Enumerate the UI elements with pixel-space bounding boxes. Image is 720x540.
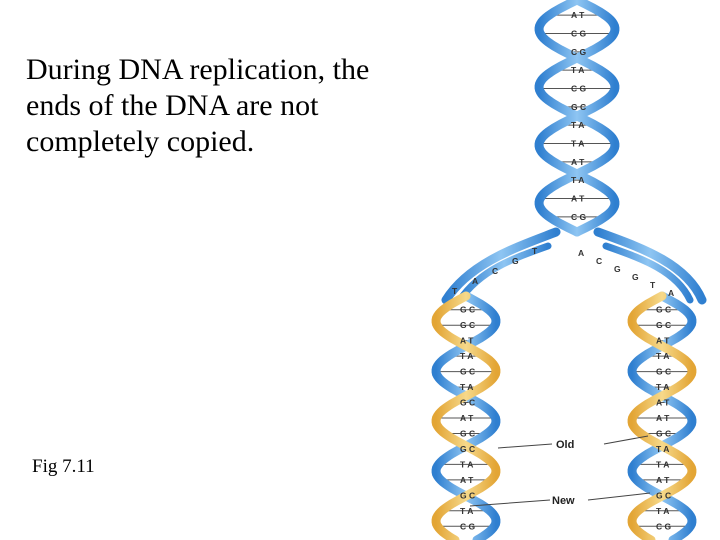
slide-text-line-1: During DNA replication, the [26, 53, 370, 86]
right-daughter-base-pair: T A [656, 382, 670, 393]
left-daughter-base-pair: T A [460, 351, 474, 362]
parent-base-pair: G C [571, 101, 587, 112]
left-daughter-base-pair: A T [460, 474, 474, 485]
fork-base-right: T [650, 280, 656, 290]
fork-base-right: G [614, 264, 621, 274]
left-daughter-base-pair: T A [460, 459, 474, 470]
parent-base-pair: T A [571, 120, 585, 131]
right-daughter-base-pair: A T [656, 335, 670, 346]
fork-base-left: G [512, 256, 519, 266]
left-daughter-base-pair: G C [460, 304, 476, 315]
parent-base-pair: A T [571, 193, 585, 204]
left-daughter-base-pair: G C [460, 428, 476, 439]
parent-base-pair: T A [571, 175, 585, 186]
right-daughter-base-pair: T A [656, 459, 670, 470]
slide-text-line-2: ends of the DNA are not [26, 89, 319, 122]
parent-base-pair: T A [571, 65, 585, 76]
right-daughter-base-pair: T A [656, 505, 670, 516]
label-old: Old [556, 439, 575, 451]
fork-base-left: T [532, 246, 538, 256]
parent-base-pair: C G [571, 46, 587, 57]
right-daughter-base-pair: T A [656, 443, 670, 454]
right-daughter-base-pair: A T [656, 413, 670, 423]
right-daughter-base-pair: T A [656, 351, 670, 362]
fork-base-right: C [596, 256, 603, 266]
right-daughter-base-pair: G C [656, 304, 672, 315]
left-daughter-base-pair: T A [460, 382, 474, 393]
parent-base-pair: A T [571, 10, 585, 21]
fork-base-left: A [472, 276, 479, 286]
left-daughter-base-pair: A T [460, 335, 474, 346]
slide-text-line-3: completely copied. [26, 125, 255, 158]
fork-base-left: C [492, 266, 499, 276]
left-daughter-base-pair: T A [460, 505, 474, 516]
fork-base-right: A [668, 288, 675, 298]
left-daughter-base-pair: G C [460, 397, 476, 408]
parent-base-pair: C G [571, 83, 587, 94]
left-daughter-base-pair: C G [460, 521, 476, 532]
fork-base-right: A [578, 248, 585, 258]
right-daughter-base-pair: A T [656, 474, 670, 485]
parent-base-pair: C G [571, 211, 587, 222]
left-daughter-base-pair: G C [460, 490, 476, 501]
right-daughter-base-pair: G C [656, 428, 672, 439]
fork-base-right: G [632, 272, 639, 282]
left-daughter-base-pair: G C [460, 443, 476, 454]
label-new: New [552, 495, 575, 507]
right-daughter-base-pair: G C [656, 320, 672, 331]
parent-base-pair: C G [571, 28, 587, 39]
parent-base-pair: T A [571, 138, 585, 149]
right-daughter-base-pair: G C [656, 490, 672, 501]
right-daughter-base-pair: C G [656, 521, 672, 532]
parent-base-pair: A T [571, 156, 585, 167]
figure-caption: Fig 7.11 [32, 456, 95, 477]
right-daughter-base-pair: A T [656, 397, 670, 408]
left-daughter-base-pair: G C [460, 320, 476, 331]
right-daughter-base-pair: G C [656, 366, 672, 377]
fork-base-left: T [452, 286, 458, 296]
left-daughter-base-pair: G C [460, 366, 476, 377]
left-daughter-base-pair: A T [460, 413, 474, 423]
